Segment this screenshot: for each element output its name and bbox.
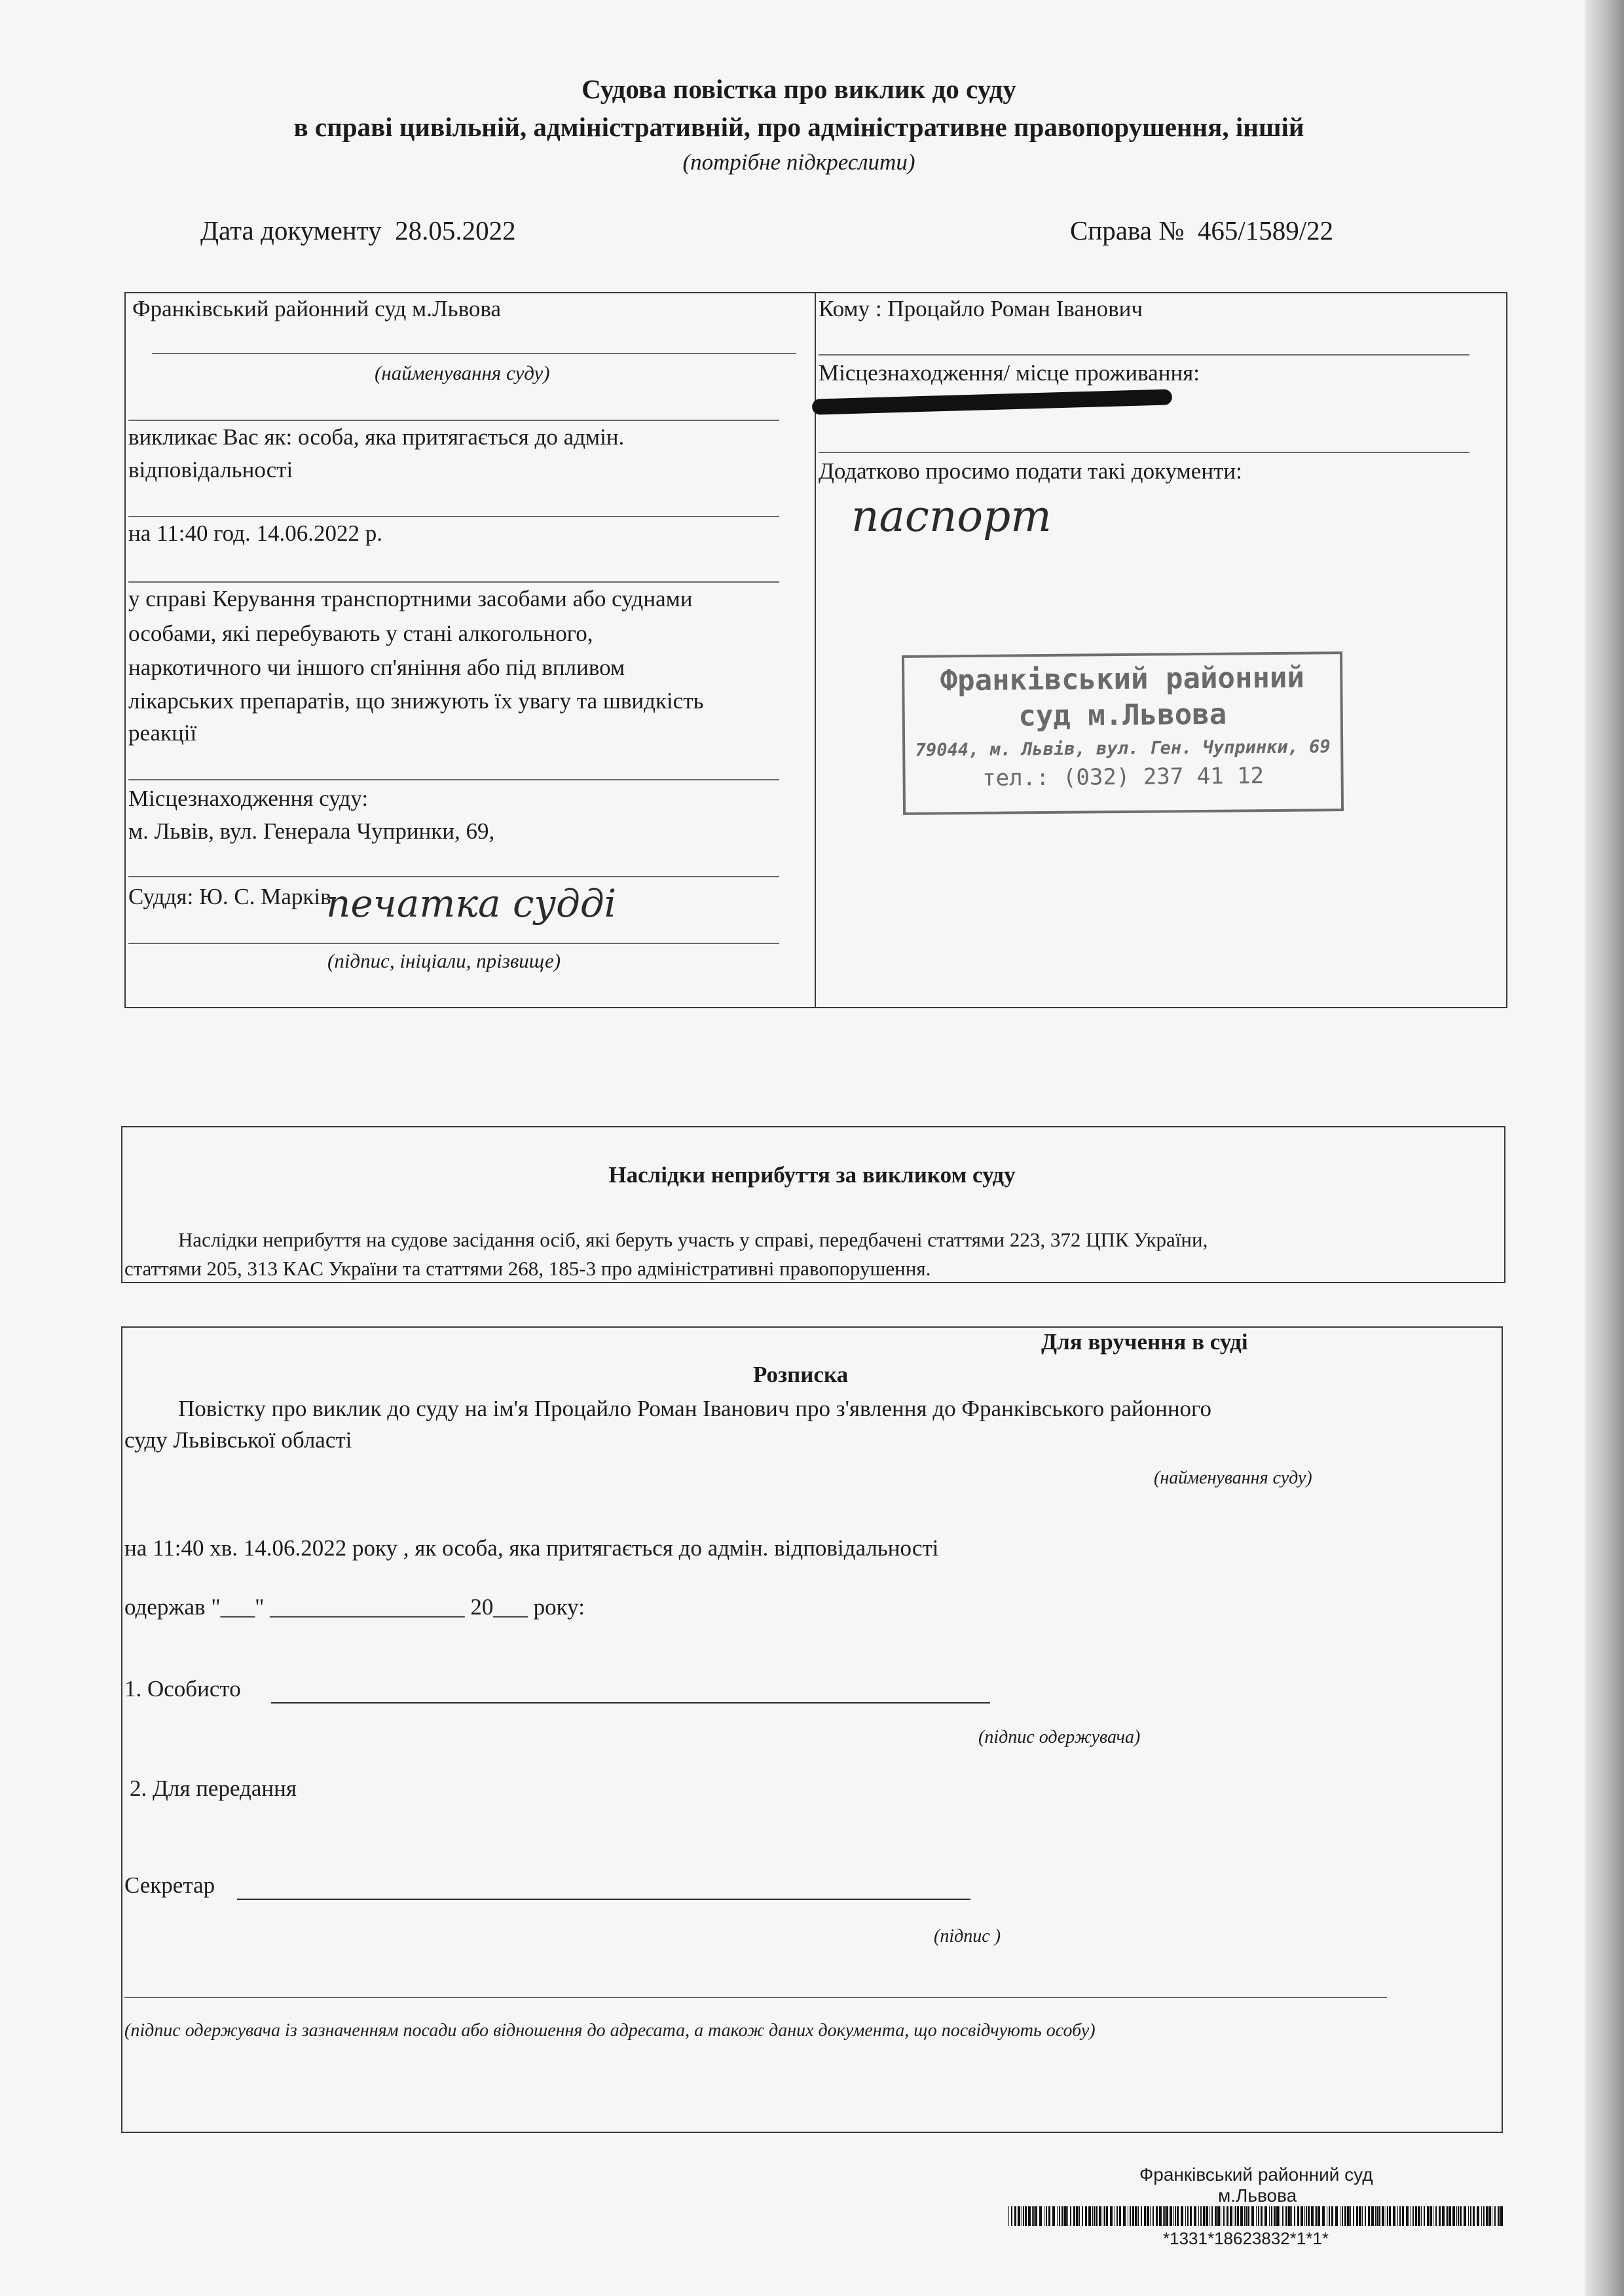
summons-as-line2: відповідальності (128, 457, 293, 483)
separator (819, 452, 1469, 453)
extra-docs-handwriting: паспорт (851, 491, 1052, 541)
recipient: Кому : Процайло Роман Іванович (819, 296, 1143, 321)
stamp-line3: 79044, м. Львів, вул. Ген. Чупринки, 69 (915, 737, 1331, 761)
receipt-line1: Повістку про виклик до суду на ім'я Процайло Роман Іванович про з'явлення до Франківського районного (178, 1396, 1212, 1421)
stamp-line1: Франківський районний (940, 661, 1305, 698)
for-court-label: Для вручення в суді (1041, 1329, 1248, 1355)
signature-caption: (підпис, ініціали, прізвище) (327, 949, 561, 972)
consequences-line1: Наслідки неприбуття на судове засідання осіб, які беруть участь у справі, передбачені статтями 223, 372 ЦПК України, (178, 1228, 1208, 1251)
judge-signature: печатка судді (326, 881, 617, 926)
separator (128, 516, 779, 517)
separator (128, 943, 779, 944)
barcode (1008, 2206, 1506, 2226)
recipient-details-caption: (підпис одержувача із зазначенням посади або відношення до адресата, а також даних документа, що посвідчують особу) (124, 2020, 1096, 2041)
document-subtitle: в справі цивільній, адміністративній, про адміністративне правопорушення, іншій (293, 112, 1304, 142)
footer-court-line2: м.Львова (1218, 2185, 1297, 2206)
underline-note: (потрібне підкреслити) (682, 149, 915, 175)
separator (819, 354, 1469, 355)
separator (128, 779, 779, 780)
receipt-time-line: на 11:40 хв. 14.06.2022 року , як особа, яка притягається до адмін. відповідальності (124, 1535, 939, 1561)
summons-as-line1: викликає Вас як: особа, яка притягається до адмін. (128, 424, 625, 450)
court-name: Франківський районний суд м.Львова (132, 296, 502, 321)
recipient-details-line (124, 1997, 1387, 1998)
receipt-title: Розписка (753, 1362, 849, 1387)
personally-label: 1. Особисто (124, 1676, 241, 1702)
date-label: Дата документу (200, 215, 382, 246)
separator (128, 420, 779, 421)
consequences-title: Наслідки неприбуття за викликом суду (608, 1162, 1016, 1188)
receipt-court-caption: (найменування суду) (1154, 1468, 1312, 1488)
case-desc-line1: у справі Керування транспортними засобами або суднами (128, 586, 693, 611)
document-title: Судова повістка про виклик до суду (581, 74, 1016, 104)
court-location-value: м. Львів, вул. Генерала Чупринки, 69, (128, 818, 495, 844)
case-desc-line3: наркотичного чи іншого сп'яніння або під впливом (128, 655, 625, 680)
recipient-signature-caption: (підпис одержувача) (978, 1727, 1141, 1747)
stamp-line2: суд м.Львова (1018, 697, 1227, 733)
separator (128, 876, 779, 877)
recipient-location-label: Місцезнаходження/ місце проживання: (819, 360, 1200, 386)
case-number (1070, 215, 1333, 246)
receipt-line2: суду Львівської області (124, 1427, 352, 1453)
hearing-time: на 11:40 год. 14.06.2022 р. (128, 520, 382, 546)
footer-court-line1: Франківський районний суд (1139, 2164, 1373, 2185)
transfer-label: 2. Для передання (130, 1776, 297, 1801)
case-desc-line2: особами, які перебувають у стані алкогольного, (128, 621, 593, 646)
secretary-line (237, 1899, 970, 1900)
paper-edge (1585, 0, 1624, 2296)
separator (128, 581, 779, 583)
secretary-label: Секретар (124, 1872, 215, 1898)
case-desc-line4: лікарських препаратів, що знижують їх увагу та швидкість (128, 688, 704, 714)
barcode-text: *1331*18623832*1*1* (1163, 2229, 1329, 2248)
court-name-line (152, 353, 796, 354)
case-value: 465/1589/22 (1197, 215, 1334, 246)
court-location-label: Місцезнаходження суду: (128, 786, 369, 811)
judge-name: Суддя: Ю. С. Марків (128, 884, 331, 909)
case-desc-line5: реакції (128, 720, 197, 746)
court-caption: (найменування суду) (375, 361, 550, 384)
personally-line (271, 1702, 990, 1704)
stamp-line4: тел.: (032) 237 41 12 (982, 763, 1264, 792)
document-date (200, 215, 516, 246)
case-label: Справа № (1070, 215, 1185, 246)
consequences-line2: статтями 205, 313 КАС України та статтями 268, 185-3 про адміністративні правопорушення. (124, 1257, 931, 1280)
court-stamp (902, 651, 1344, 815)
date-value: 28.05.2022 (395, 215, 516, 246)
extra-docs-label: Додатково просимо подати такі документи: (819, 458, 1242, 484)
secretary-signature-caption: (підпис ) (934, 1926, 1001, 1946)
received-line: одержав "___" _________________ 20___ року: (124, 1594, 585, 1620)
